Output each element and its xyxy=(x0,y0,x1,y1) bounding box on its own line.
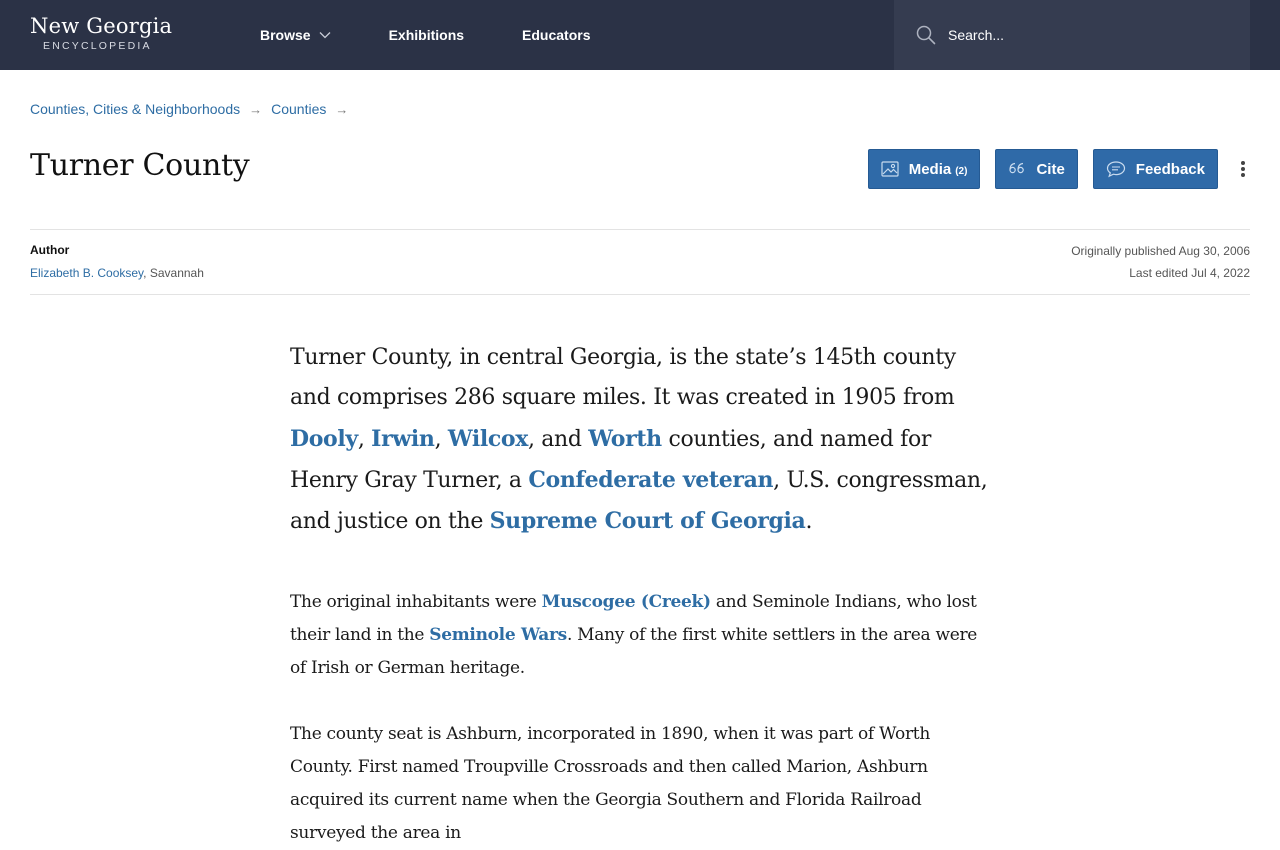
lead-text: . xyxy=(805,509,813,535)
logo-sub-text: ENCYCLOPEDIA xyxy=(43,40,152,52)
image-icon xyxy=(881,161,899,177)
cite-button-label: Cite xyxy=(1036,160,1065,178)
search-box[interactable] xyxy=(894,0,1250,70)
main-nav xyxy=(260,0,591,70)
media-count: (2) xyxy=(955,165,968,177)
link-worth[interactable]: Worth xyxy=(588,425,662,452)
site-logo[interactable] xyxy=(30,13,172,52)
nav-exhibitions-label: Exhibitions xyxy=(388,27,465,43)
published-date: Originally published Aug 30, 2006 xyxy=(1071,244,1250,258)
lead-text: , and xyxy=(527,426,589,452)
link-dooly[interactable]: Dooly xyxy=(290,425,358,452)
link-muscogee[interactable]: Muscogee (Creek) xyxy=(541,592,711,613)
paragraph-inhabitants xyxy=(290,586,990,685)
nav-browse-label: Browse xyxy=(260,27,311,43)
article-body xyxy=(290,338,990,850)
media-button[interactable] xyxy=(868,149,981,189)
link-supreme-court[interactable]: Supreme Court of Georgia xyxy=(489,508,806,535)
link-confederate-veteran[interactable]: Confederate veteran xyxy=(528,466,774,493)
search-icon xyxy=(916,25,936,45)
article-meta xyxy=(30,229,1250,295)
article-actions xyxy=(868,149,1250,189)
quote-icon xyxy=(1008,162,1026,176)
lead-text: Turner County, in central Georgia, is the state’s 145th county and comprises 286 square miles. It was created in 1905 from xyxy=(290,345,956,411)
search-input[interactable] xyxy=(948,27,1228,43)
lead-text: , xyxy=(357,426,372,452)
lead-text: counties, and named for Henry Gray Turner, a xyxy=(290,426,932,493)
breadcrumb-counties[interactable]: Counties xyxy=(271,101,327,117)
author-line xyxy=(30,266,204,280)
arrow-right-icon: → xyxy=(249,101,263,117)
paragraph-county-seat xyxy=(290,718,990,850)
edited-date: Last edited Jul 4, 2022 xyxy=(1129,266,1250,280)
page-title: Turner County xyxy=(30,148,250,183)
nav-exhibitions[interactable] xyxy=(389,27,464,43)
feedback-button[interactable] xyxy=(1093,149,1218,189)
breadcrumb-counties-cities[interactable]: Counties, Cities & Neighborhoods xyxy=(30,101,241,117)
chevron-down-icon xyxy=(319,31,331,39)
lead-text: , U.S. congressman, and justice on the xyxy=(290,467,988,535)
lead-paragraph xyxy=(290,338,990,542)
link-seminole-wars[interactable]: Seminole Wars xyxy=(429,625,567,646)
cite-button[interactable] xyxy=(995,149,1077,189)
nav-educators-label: Educators xyxy=(522,27,591,43)
paragraph-text: and Seminole Indians, who lost their land in the xyxy=(290,592,977,646)
author-location: , Savannah xyxy=(143,266,204,280)
media-button-label: Media xyxy=(908,160,952,178)
speech-bubble-icon xyxy=(1106,160,1126,178)
paragraph-text: The original inhabitants were xyxy=(290,592,542,613)
author-heading: Author xyxy=(30,243,70,257)
paragraph-text: . Many of the first white settlers in the area were of Irish or German heritage. xyxy=(290,625,978,679)
paragraph-text: The county seat is Ashburn, incorporated in 1890, when it was part of Worth County. First named Troupville Crossroads and then called Marion, Ashburn acquired its current name when the Georgia Southern and Florida Railroad surveyed the area in xyxy=(290,724,930,844)
link-wilcox[interactable]: Wilcox xyxy=(447,425,528,452)
arrow-right-icon: → xyxy=(335,101,349,117)
feedback-button-label: Feedback xyxy=(1135,160,1205,178)
kebab-menu-icon[interactable] xyxy=(1236,157,1250,181)
site-header xyxy=(0,0,1280,70)
breadcrumb xyxy=(30,101,357,117)
nav-browse[interactable] xyxy=(260,27,331,43)
lead-text: , xyxy=(434,426,448,452)
author-link[interactable]: Elizabeth B. Cooksey xyxy=(30,266,144,280)
nav-educators[interactable] xyxy=(522,27,590,43)
link-irwin[interactable]: Irwin xyxy=(371,425,435,452)
logo-main-text: New Georgia xyxy=(30,14,173,38)
